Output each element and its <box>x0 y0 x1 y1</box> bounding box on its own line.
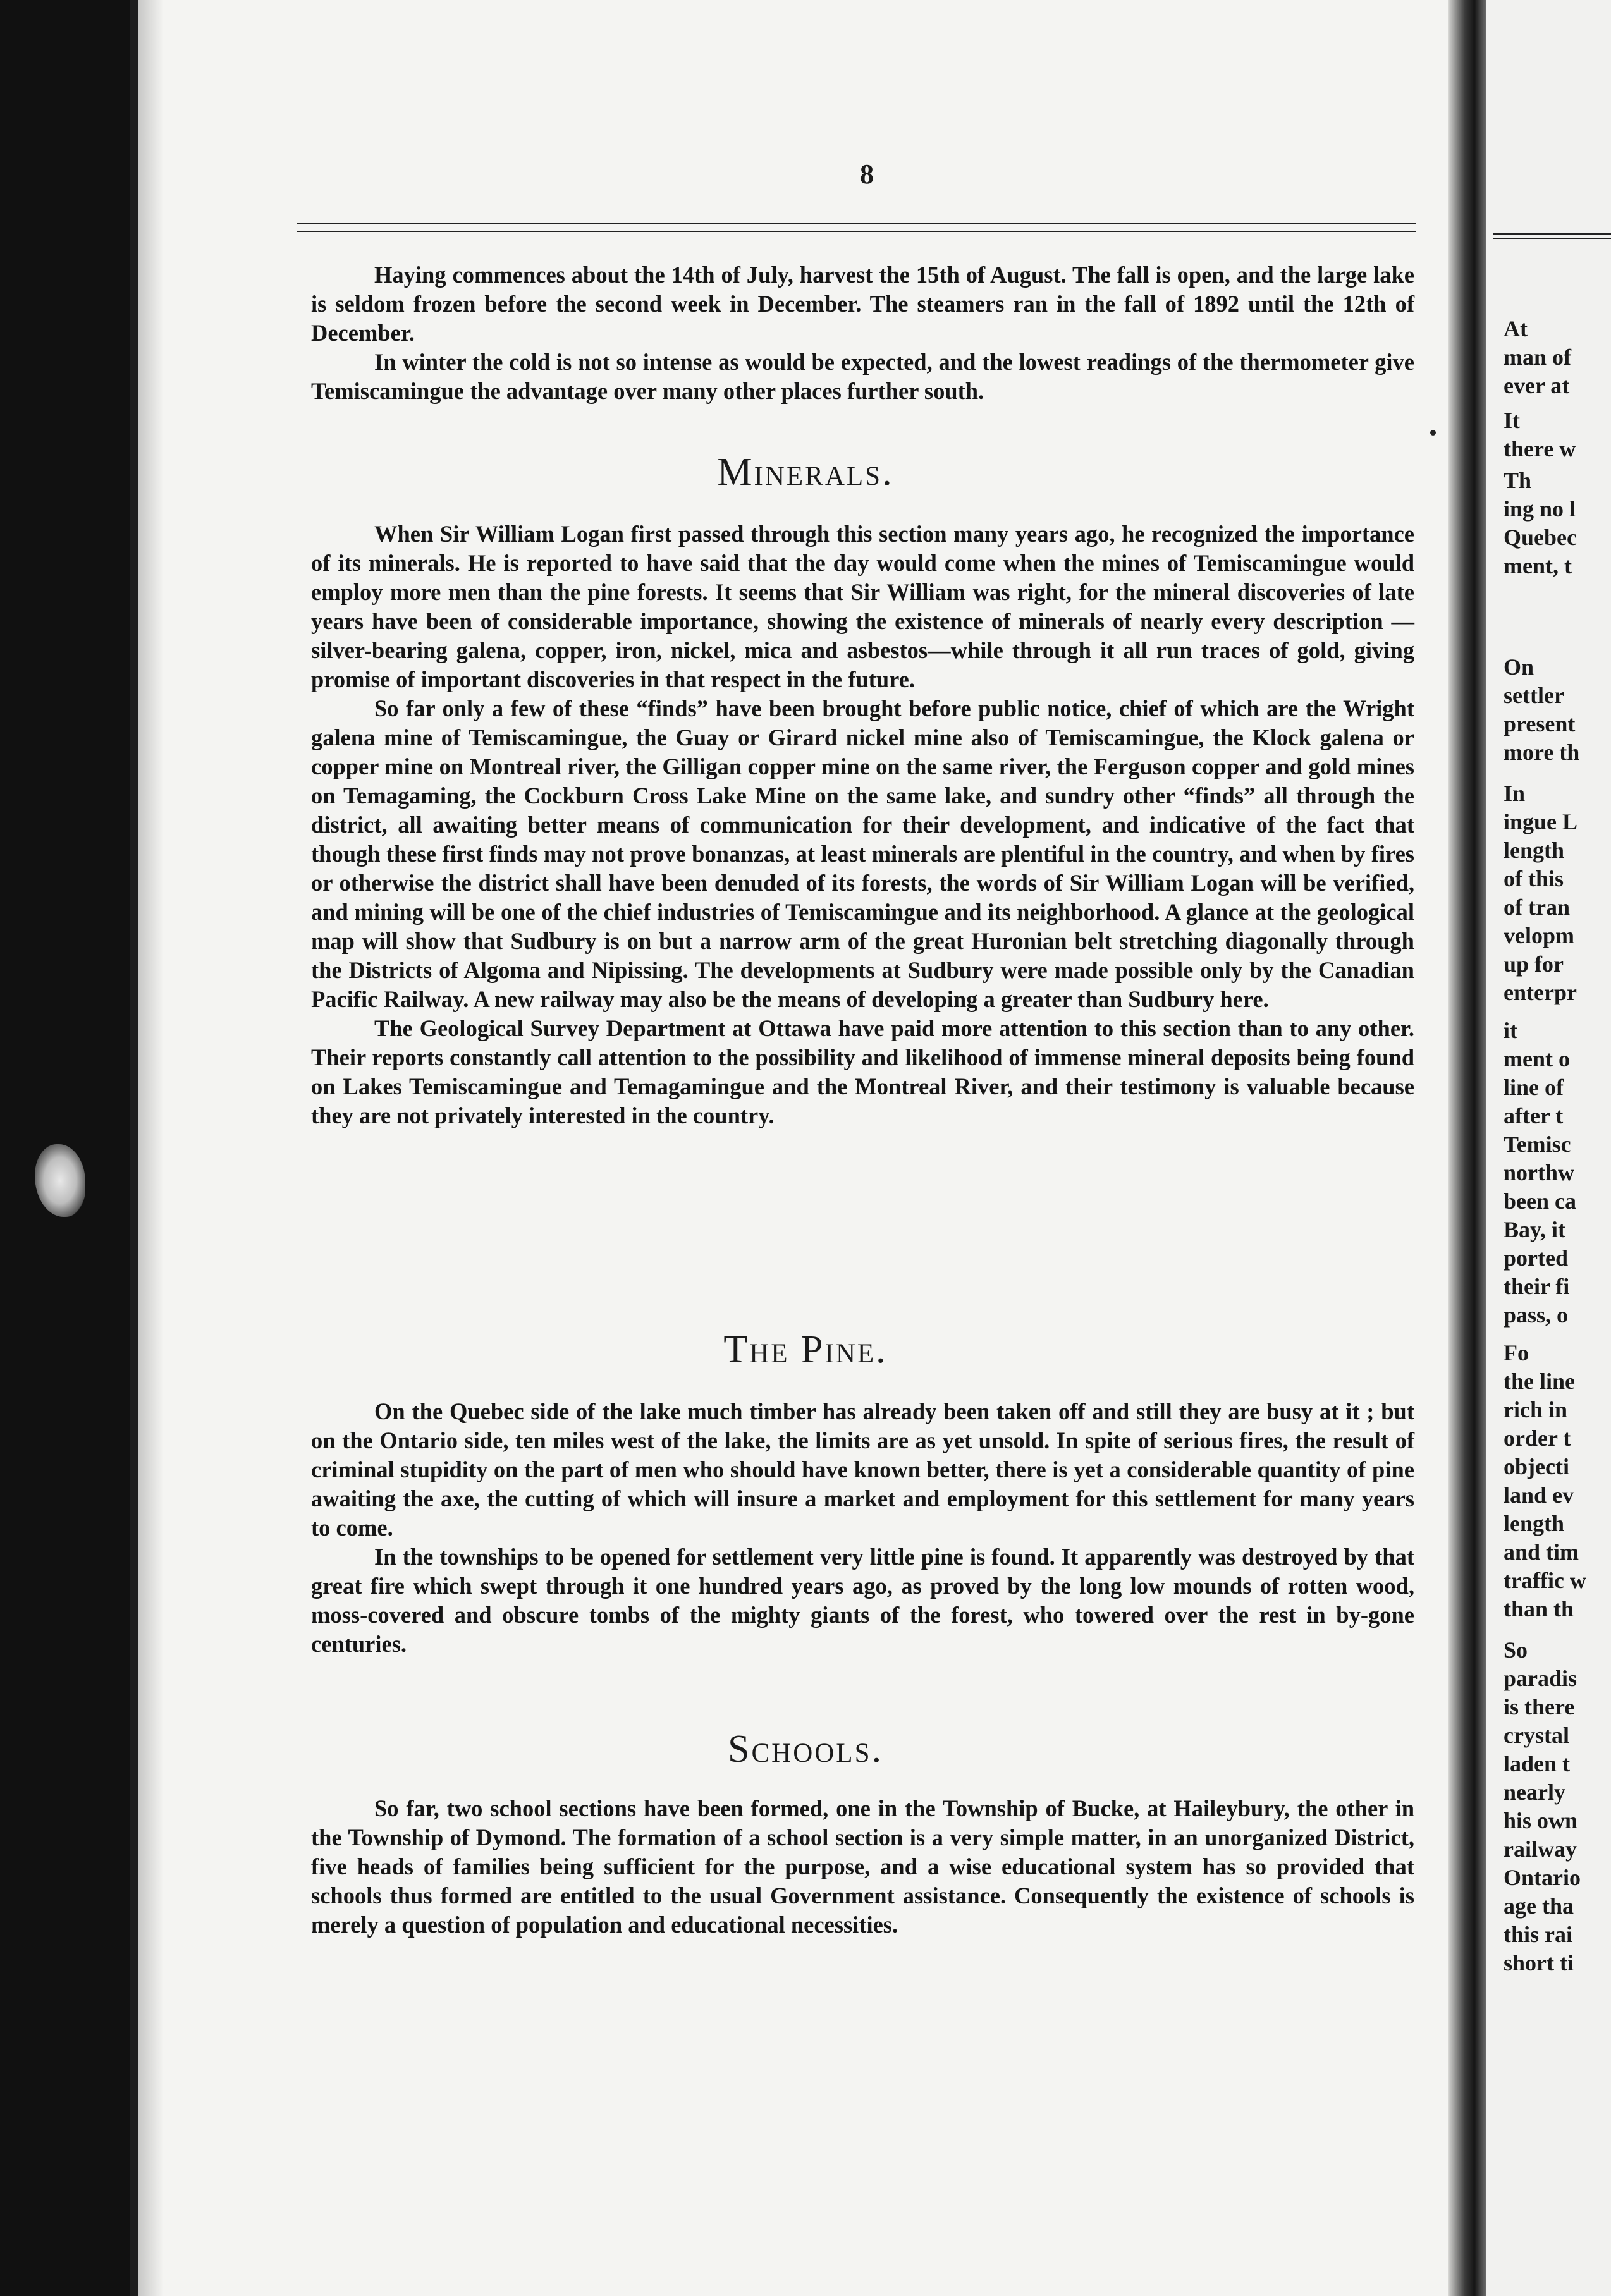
next-page-line-fragment: ever at <box>1504 373 1570 398</box>
header-rule <box>297 223 1416 232</box>
page-number: 8 <box>860 159 874 190</box>
section-heading-pine: The Pine. <box>723 1328 888 1371</box>
next-page-line-fragment: On <box>1504 654 1534 680</box>
next-page-line-fragment: Th <box>1504 468 1532 493</box>
next-page-line-fragment: after t <box>1504 1103 1564 1128</box>
next-page-line-fragment: is there <box>1504 1694 1575 1719</box>
paragraph: On the Quebec side of the lake much timber has already been taken off and still they are busy at it ; but on the Ontario side, ten miles west of the lake, the limits are as yet unsold. In spite of serious fires, the result of criminal stupidity on the part of men who should have known better, there is yet a considerable quantity of pine awaiting the axe, the cutting of which will insure a market and employment for this settlement for many years to come. <box>311 1398 1414 1541</box>
next-page-line-fragment: Quebec <box>1504 525 1577 550</box>
ink-dot <box>1430 430 1436 436</box>
next-page-line-fragment: enterpr <box>1504 980 1577 1005</box>
next-page-line-fragment: the line <box>1504 1369 1575 1394</box>
intro-section <box>311 260 1414 406</box>
next-page-line-fragment: age tha <box>1504 1893 1574 1919</box>
paragraph: So far, two school sections have been formed, one in the Township of Bucke, at Haileybury, the other in the Township of Dymond. The formation of a school section is a very simple matter, in an unorganized District, five heads of families being sufficient for the purpose, and a wise educational system has so provided that schools thus formed are entitled to the usual Government assistance. Consequently the existence of schools is merely a question of population and educational necessities. <box>311 1795 1414 1938</box>
next-page-line-fragment: crystal <box>1504 1723 1569 1748</box>
next-page-line-fragment: his own <box>1504 1808 1578 1833</box>
next-page-edge <box>1486 0 1611 2296</box>
next-page-line-fragment: pass, o <box>1504 1302 1569 1328</box>
next-page-line-fragment: order t <box>1504 1426 1571 1451</box>
paragraph: In the townships to be opened for settlement very little pine is found. It apparently was destroyed by that great fire which swept through it one hundred years ago, as proved by the long low mounds of rotten wood, moss-covered and obscure tombs of the mighty giants of the forest, who towered over the rest in by-gone centuries. <box>311 1544 1414 1657</box>
next-page-line-fragment: ported <box>1504 1245 1568 1271</box>
next-page-line-fragment: up for <box>1504 951 1564 977</box>
next-page-line-fragment: Bay, it <box>1504 1217 1566 1242</box>
book-gutter <box>1448 0 1486 2296</box>
next-page-line-fragment: there w <box>1504 436 1576 461</box>
next-page-line-fragment: objecti <box>1504 1454 1569 1479</box>
paragraph: The Geological Survey Department at Ottawa have paid more attention to this section than to any other. Their reports constantly call attention to the possibility and likelihood of immense mineral deposits being found on Lakes Temiscamingue and Temagamingue and the Montreal River, and their testimony is valuable because they are not privately interested in the country. <box>311 1015 1414 1128</box>
next-page-line-fragment: nearly <box>1504 1780 1565 1805</box>
section-heading-minerals: Minerals. <box>717 451 894 494</box>
next-page-line-fragment: this rai <box>1504 1922 1573 1947</box>
next-page-line-fragment: of tran <box>1504 895 1570 920</box>
next-page-line-fragment: line of <box>1504 1075 1564 1100</box>
next-page-line-fragment: At <box>1504 316 1528 341</box>
next-page-line-fragment: settler <box>1504 683 1564 708</box>
next-page-line-fragment: rich in <box>1504 1397 1568 1422</box>
next-page-line-fragment: ing no l <box>1504 496 1576 522</box>
next-page-line-fragment: and tim <box>1504 1539 1579 1565</box>
next-page-line-fragment: of this <box>1504 866 1564 891</box>
next-page-line-fragment: ment o <box>1504 1046 1570 1072</box>
next-page-line-fragment: traffic w <box>1504 1568 1586 1593</box>
schools-section <box>311 1794 1414 1939</box>
next-page-line-fragment: their fi <box>1504 1274 1570 1299</box>
paragraph: When Sir William Logan first passed through this section many years ago, he recognized the importance of its minerals. He is reported to have said that the day would come when the mines of Temiscamingue would employ more men than the pine forests. It seems that Sir William was right, for the mineral discoveries of late years have been of considerable importance, showing the existence of minerals of nearly every description —silver-bearing galena, copper, iron, nickel, mica and asbestos—while through it all run traces of gold, giving promise of important discoveries in that respect in the future. <box>311 521 1414 692</box>
next-page-rule <box>1493 233 1611 239</box>
next-page-line-fragment: ment, t <box>1504 553 1572 578</box>
pine-section <box>311 1397 1414 1659</box>
next-page-line-fragment: than th <box>1504 1596 1574 1621</box>
next-page-line-fragment: In <box>1504 781 1526 806</box>
next-page-line-fragment: railway <box>1504 1836 1577 1862</box>
next-page-line-fragment: present <box>1504 711 1576 736</box>
next-page-line-fragment: paradis <box>1504 1666 1577 1691</box>
paragraph: So far only a few of these “finds” have been brought before public notice, chief of which are the Wright galena mine of Temiscamingue, the Guay or Girard nickel mine also of Temiscamingue, the Klock galena or copper mine on Montreal river, the Gilligan copper mine on the same river, the Ferguson copper and gold mines on Temagaming, the Cockburn Cross Lake Mine on the same lake, and sundry other “finds” all through the district, all awaiting better means of communication for their development, and indicative of the fact that though these first finds may not prove bonanzas, at least minerals are plentiful in the country, and when by fires or otherwise the district shall have been denuded of its forests, the words of Sir William Logan will be verified, and mining will be one of the chief industries of Temiscamingue and its neighborhood. A glance at the geological map will show that Sudbury is on but a narrow arm of the great Huronian belt stretching diagonally through the Districts of Algoma and Nipissing. The developments at Sudbury were made possible only by the Canadian Pacific Railway. A new railway may also be the means of developing a greater than Sudbury here. <box>311 695 1414 1012</box>
next-page-line-fragment: Ontario <box>1504 1865 1581 1890</box>
next-page-line-fragment: ingue L <box>1504 809 1578 834</box>
next-page-line-fragment: more th <box>1504 740 1580 765</box>
next-page-line-fragment: It <box>1504 408 1520 433</box>
next-page-line-fragment: velopm <box>1504 923 1574 948</box>
paragraph: In winter the cold is not so intense as would be expected, and the lowest readings of the thermometer give Temiscamingue the advantage over many other places further south. <box>311 349 1414 404</box>
next-page-line-fragment: Temisc <box>1504 1132 1571 1157</box>
next-page-line-fragment: Fo <box>1504 1340 1529 1365</box>
next-page-line-fragment: man of <box>1504 345 1571 370</box>
paragraph: Haying commences about the 14th of July, harvest the 15th of August. The fall is open, and the large lake is seldom frozen before the second week in December. The steamers ran in the fall of 1892 until the 12th of December. <box>311 262 1414 346</box>
page-edge-shadow <box>138 0 164 2296</box>
next-page-line-fragment: been ca <box>1504 1188 1576 1214</box>
next-page-line-fragment: laden t <box>1504 1751 1571 1776</box>
next-page-line-fragment: So <box>1504 1637 1528 1663</box>
next-page-line-fragment: short ti <box>1504 1950 1574 1975</box>
next-page-line-fragment: length <box>1504 1511 1565 1536</box>
next-page-line-fragment: northw <box>1504 1160 1575 1185</box>
next-page-line-fragment: it <box>1504 1018 1517 1043</box>
section-heading-schools: Schools. <box>727 1728 883 1771</box>
next-page-line-fragment: land ev <box>1504 1482 1574 1508</box>
minerals-section <box>311 520 1414 1130</box>
next-page-line-fragment: length <box>1504 838 1565 863</box>
